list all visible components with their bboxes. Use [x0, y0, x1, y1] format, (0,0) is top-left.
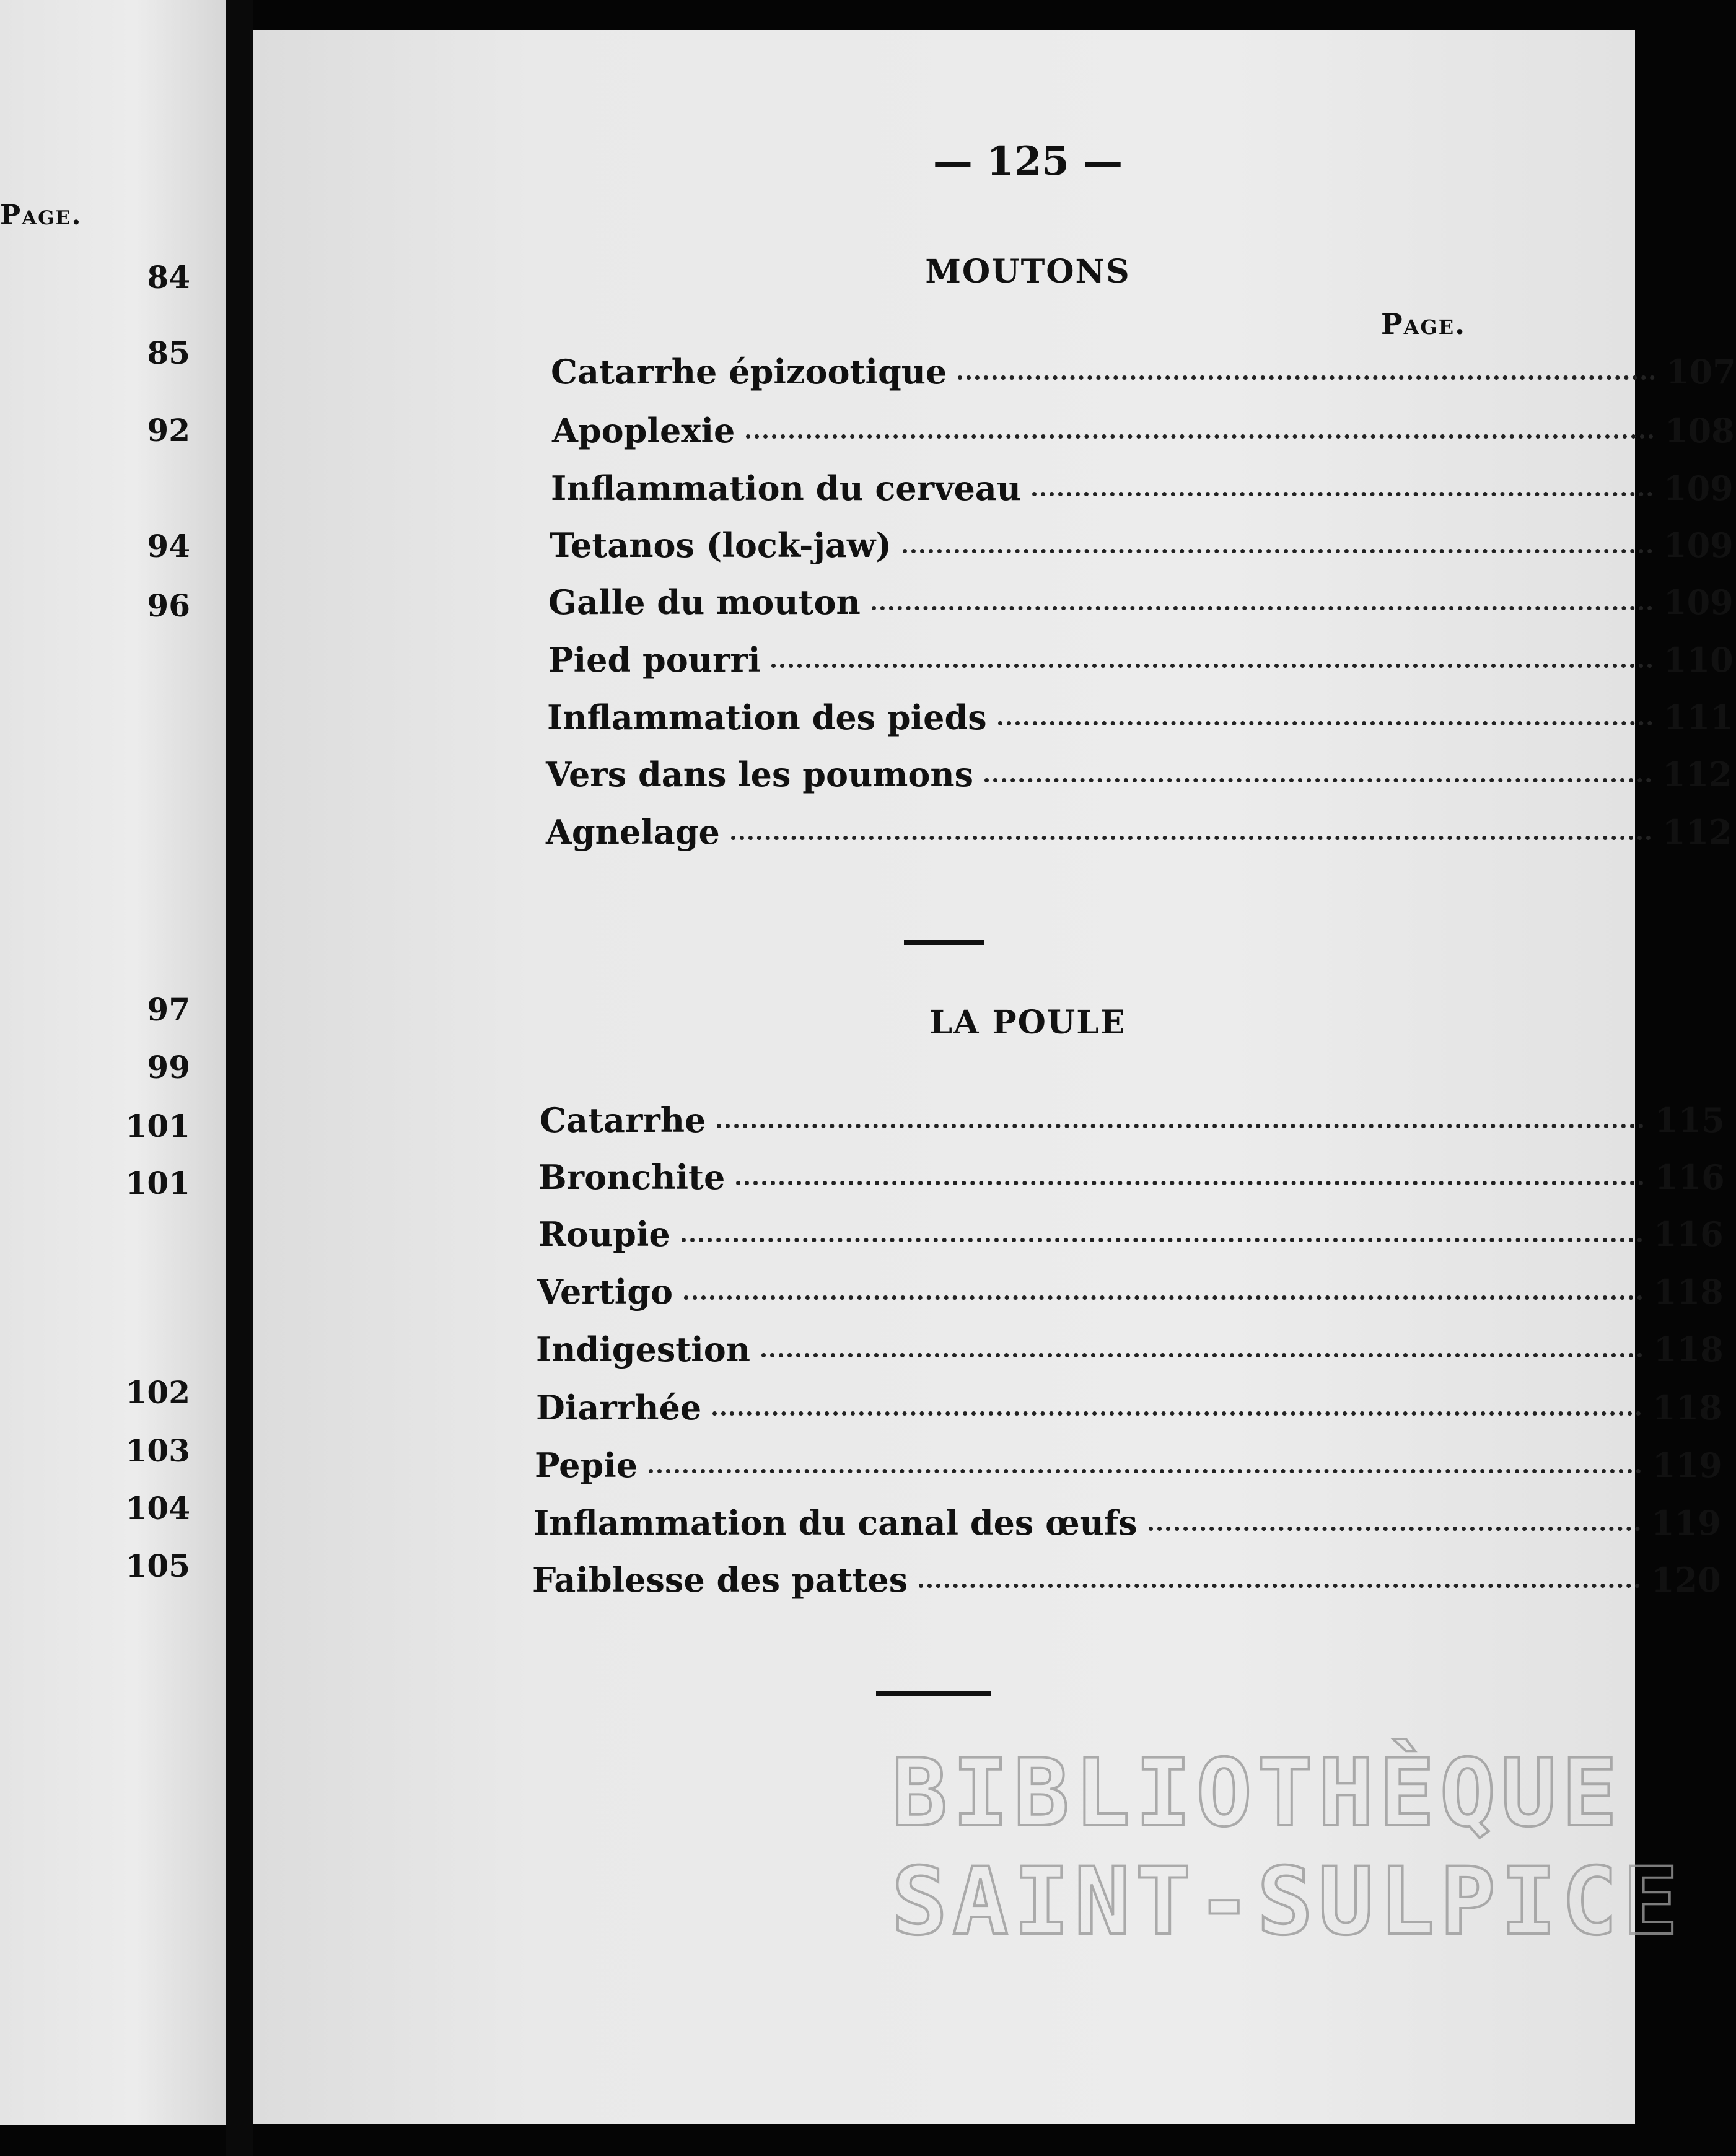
toc-entry-title: Bronchite: [538, 1157, 726, 1197]
dot-leader: [746, 434, 1654, 439]
library-perforation-stamp: [892, 1740, 1683, 1957]
toc-entry: [546, 755, 1732, 798]
toc-entry-page: 116: [1654, 1214, 1724, 1254]
dot-leader: [736, 1181, 1644, 1185]
dot-leader: [919, 1584, 1640, 1588]
section-divider: [904, 940, 984, 945]
dot-leader: [771, 664, 1652, 668]
toc-entry-title: Inflammation des pieds: [547, 698, 987, 737]
previous-page-number: 102: [125, 1374, 190, 1411]
toc-entry-page: 109: [1664, 525, 1734, 565]
dot-leader: [717, 1124, 1644, 1128]
toc-entry: [536, 1330, 1724, 1373]
page-column-label: Page.: [1381, 307, 1466, 341]
toc-entry: [538, 1214, 1724, 1258]
previous-page-number: 99: [147, 1049, 190, 1085]
toc-entry-page: 119: [1651, 1503, 1721, 1543]
dot-leader: [1149, 1527, 1640, 1531]
toc-entry-title: Galle du mouton: [548, 582, 861, 622]
book-page: [253, 30, 1736, 2124]
toc-entry-title: Apoplexie: [552, 411, 735, 450]
toc-entry-title: Tetanos (lock-jaw): [550, 525, 892, 565]
toc-entry: [548, 582, 1734, 626]
toc-entry-page: 118: [1652, 1388, 1722, 1427]
dot-leader: [731, 836, 1651, 840]
toc-entry: [552, 411, 1735, 454]
dot-leader: [682, 1238, 1642, 1242]
previous-page-label: Page.: [0, 199, 82, 231]
toc-entry: [547, 698, 1734, 741]
toc-entry: [533, 1503, 1721, 1546]
section-title-la-poule: LA POULE: [929, 1004, 1126, 1041]
toc-entry-page: 115: [1655, 1100, 1725, 1140]
toc-entry-title: Inflammation du cerveau: [551, 468, 1022, 508]
previous-page-number: 101: [125, 1108, 190, 1144]
toc-entry: [546, 812, 1732, 856]
toc-entry: [550, 525, 1734, 569]
toc-entry: [548, 640, 1734, 683]
toc-entry-page: 118: [1654, 1272, 1724, 1312]
stamp-line: BIBLIOTHÈQUE: [892, 1740, 1623, 1847]
dot-leader: [984, 778, 1651, 782]
page-number: — 125 —: [932, 138, 1123, 185]
toc-entry: [540, 1100, 1725, 1144]
toc-entry-page: 109: [1664, 468, 1734, 508]
toc-entry-title: Faiblesse des pattes: [532, 1560, 908, 1600]
dot-leader: [903, 549, 1652, 553]
section-title-moutons: MOUTONS: [925, 253, 1131, 291]
previous-page-number: 94: [147, 528, 190, 564]
toc-entry: [535, 1445, 1722, 1489]
toc-entry-page: 118: [1654, 1330, 1724, 1369]
binding-gutter: [226, 0, 253, 2156]
toc-entry: [538, 1157, 1725, 1201]
previous-page-number: 84: [147, 259, 190, 296]
previous-page-number: 92: [147, 412, 190, 449]
toc-entry-title: Diarrhée: [536, 1388, 702, 1427]
toc-entry: [536, 1388, 1722, 1431]
dot-leader: [958, 375, 1655, 380]
toc-entry: [551, 468, 1734, 512]
toc-entry-title: Agnelage: [546, 812, 720, 852]
toc-entry-title: Roupie: [538, 1214, 670, 1254]
dot-leader: [712, 1411, 1641, 1416]
previous-page-number: 105: [125, 1548, 190, 1584]
toc-entry-page: 110: [1664, 640, 1734, 680]
toc-entry-title: Indigestion: [536, 1330, 751, 1369]
previous-page-number: 101: [125, 1165, 190, 1201]
dot-leader: [1032, 492, 1652, 496]
previous-page-number: 103: [125, 1432, 190, 1469]
toc-entry-page: 108: [1665, 411, 1735, 450]
toc-entry-title: Catarrhe épizootique: [551, 352, 947, 392]
toc-entry-title: Vers dans les poumons: [546, 755, 974, 794]
end-divider: [876, 1691, 991, 1696]
toc-entry-page: 116: [1655, 1157, 1725, 1197]
toc-entry-page: 120: [1651, 1560, 1721, 1600]
toc-entry: [551, 352, 1736, 395]
toc-entry-title: Inflammation du canal des œufs: [533, 1503, 1138, 1543]
dot-leader: [761, 1353, 1642, 1357]
toc-entry: [537, 1272, 1724, 1315]
toc-entry-page: 111: [1664, 698, 1734, 737]
toc-entry-page: 119: [1652, 1445, 1722, 1485]
stamp-line: SAINT-SULPICE: [892, 1848, 1683, 1956]
dot-leader: [649, 1469, 1641, 1473]
previous-page-number: 104: [125, 1490, 190, 1527]
previous-page-number: 97: [147, 991, 190, 1028]
dot-leader: [872, 606, 1652, 610]
toc-entry-title: Catarrhe: [540, 1100, 706, 1140]
dot-leader: [998, 721, 1652, 725]
toc-entry-title: Vertigo: [537, 1272, 673, 1312]
toc-entry-page: 112: [1662, 812, 1732, 852]
toc-entry-title: Pied pourri: [548, 640, 761, 680]
previous-page-number: 96: [147, 587, 190, 624]
toc-entry-page: 109: [1664, 582, 1734, 622]
previous-page-number: 85: [147, 335, 190, 371]
toc-entry-title: Pepie: [535, 1445, 638, 1485]
toc-entry-page: 107: [1666, 352, 1736, 392]
dot-leader: [684, 1295, 1642, 1300]
toc-entry-page: 112: [1662, 755, 1732, 794]
previous-page-fragment: [0, 0, 226, 2125]
toc-entry: [532, 1560, 1721, 1603]
